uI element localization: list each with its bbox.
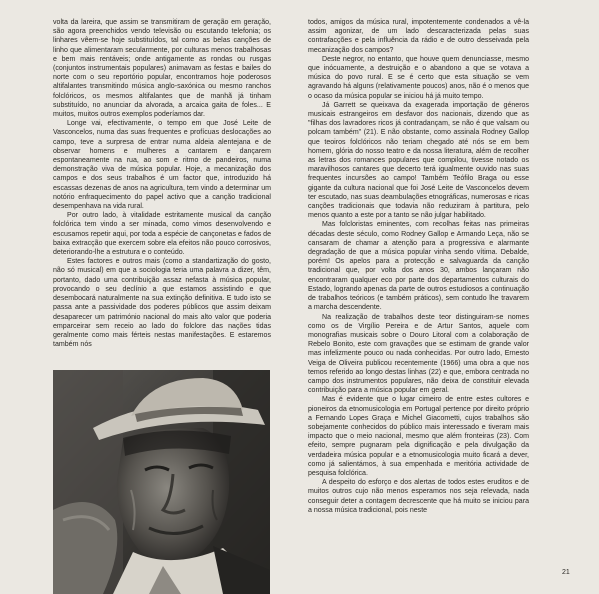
paragraph: Por outro lado, à vitalidade estritamente musical da canção folclórica tem vindo a ser minada, como vimos desenvolvendo e escusamos repetir aqui, por toda a espécie de cançonetas e fados de baixa extracção que exercem sobre ela efeitos não pouco corrosivos, deteriorando-lhe a estrutura e o conteúdo.: [53, 212, 271, 257]
paragraph: Mas é evidente que o lugar cimeiro de entre estes cultores e pioneiros da etnomusicologia em Portugal pertence por direito próprio a Fernando Lopes Graça e Michel Giacometti, cujos trabalhos são sobejamente conhecidos do público mais interessado e tiveram mais impacto que o meio nacional, mesmo que além fronteiras (23). Com efeito, sempre pugnaram pela dignificação e pela divulgação da verdadeira música popular e a etnomusicologia muito ficará a dever, como já salientámos, à sua empenhada e meritória actividade de pesquisa folclórica.: [308, 396, 529, 477]
paragraph: Já Garrett se queixava da exagerada importação de géneros musicais estrangeiros em desfavor dos nacionais, dizendo que as "filhas dos lavradores ricos já contradançam, se não é que valsam ou polcam também" (21). E não obstante, como assinala Rodney Gallop que teoiros folclóricos não teriam chegado até nós se em bem homem, glória do nosso teatro e da nossa literatura, além de recolher as letras dos romances populares que compilou, tivesse notado os maravilhosos cantares que decerto terá igualmente ouvido nas suas frequentes incursões ao campo! Também Teófilo Braga ou esse gigante da cultura nacional que foi José Leite de Vasconcelos devem ter escutado, nas suas deambulações etnográficas, numerosas e ricas canções tradicionais que todavia não reduziram à partitura, pelo menos quanto a este por a tanto se não julgar habilitado.: [308, 101, 529, 220]
paragraph: volta da lareira, que assim se transmitiram de geração em geração, são agora preenchidos vendo televisão ou escutando telefonia; os linhares vêem-se hoje substituídos, tal como as belas canções de linho que alimentaram secularmente, por culturas menos trabalhosas e bem mais rentáveis; onde antigamente as rondas ou rusgas (conjuntos instrumentais populares) animavam as festas e bailes do norte com o seu reportório popular, encontramos hoje poderosos altifalantes transmitindo música anglo-saxónica ou mesmo ranchos folclóricos, os mesmos altifalantes que de manhã já tinham substituído, no anunciar da alvorada, a arcaica gaita de foles... E muitos, muitos outros exemplos poderíamos dar.: [53, 19, 271, 119]
right-text-column: [308, 18, 529, 515]
paragraph: todos, amigos da música rural, impotentemente condenados a vê-la assim agonizar, de um lado descaracterizada pelas suas contrafacções e pela influência da rádio e de outro desseivada pela mecanização dos campos?: [308, 19, 529, 54]
paragraph: A despeito do esforço e dos alertas de todos estes eruditos e de muitos outros cujo não menos esperamos nos seja relevada, nada conseguir deter a contagem decrescente que há muito se iniciou para a nossa música tradicional, pois neste: [308, 479, 529, 514]
paragraph: Deste negror, no entanto, que houve quem denunciasse, mesmo que inócuamente, a destruição e o abandono a que se votava a música do povo rural. E se é certo que esta situação se vem agravando há alguns (relativamente poucos) anos, não é o menos que o ocaso da música popular se iniciou há já muito tempo.: [308, 55, 529, 100]
paragraph: Longe vai, efectivamente, o tempo em que José Leite de Vasconcelos, numa das suas frequentes e profícuas deslocações ao campo, teve a surpresa de entrar numa aldeia alentejana e de observar homens e mulheres a cantarem e dançarem espontaneamente na rua, ao som e ritmo de pandeiros, numa demonstração viva de música popular. Hoje, a mecanização dos campos e dos seus trabalhos é um factor que, introduzido há escassas dezenas de anos na agricultura, tem vindo a determinar um notório enfraquecimento do papel activo que a canção tradicional desempenhava na vida rural.: [53, 120, 271, 211]
photograph-elderly-man-in-hat: [53, 370, 270, 594]
paragraph: Estes factores e outros mais (como a standartização do gosto, não só musical) em que a sociologia teria uma palavra a dizer, têm, portanto, dado uma contribuição assaz nefasta à música popular, provocando o seu declínio a que estamos assistindo e que desembocará naturalmente na sua extinção definitiva. E tudo isto se passa ante a passividade dos poderes públicos que assim deixam desaparecer um património nacional do mais alto valor que poderia emparceirar sem receio ao lado do folclore das nações tidas geralmente como mais férteis nestas manifestações. E estaremos também nós: [53, 258, 271, 349]
paragraph: Mas folcloristas eminentes, com recolhas feitas nas primeiras décadas deste século, como Rodney Gallop e Armando Leça, não se cansaram de chamar a atenção para a progressiva e alarmante degradação de que a música popular vinha sendo vítima. Debalde, porém! Os apelos para a protecção e salvaguarda da canção tradicional que, por volta dos anos 30, ambos lançaram não encontraram qualquer eco por parte dos departamentos culturais do Estado, logrando apenas da parte de outros estudiosos a continuação de trabalhos teóricos (e também práticos), sem contudo lhe travarem a marcha descendente.: [308, 221, 529, 312]
page-number: 21: [562, 569, 570, 576]
paragraph: Na realização de trabalhos deste teor distinguiram-se nomes como os de Virgílio Pereira e de Artur Santos, aquele com monografias musicais sobre o Douro Litoral com a colaboração de Rebelo Bonito, este com gravações que se estimam de grande valor mas infelizmente pouco ou nada conhecidas. Por outro lado, Ernesto Veiga de Oliveira publicou recentemente (1966) uma obra a que nos temos referido ao longo destas linhas (22) e que, embora centrada no campo dos instrumentos populares, não deixa de constituir elevada contribuição para a música popular em geral.: [308, 313, 529, 395]
left-text-column: [53, 18, 271, 349]
